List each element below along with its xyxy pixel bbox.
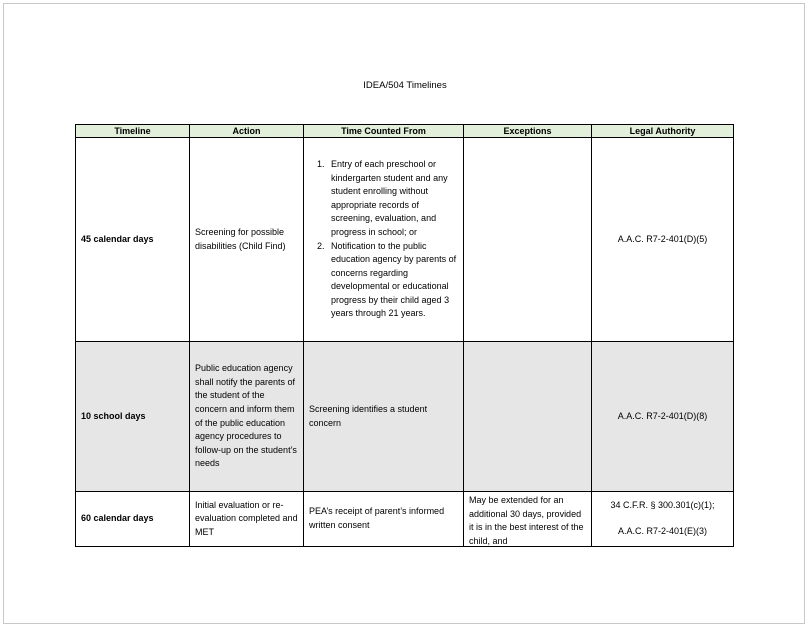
list-item: 2. Notification to the public education agency by parents of concerns regarding developmental or educational progress by their child aged 3 years through 21 years. [327,240,458,322]
list-item: 1. Entry of each preschool or kindergarten student and any student enrolling without appropriate records of screening, evaluation, and progress in school; or [327,158,458,240]
header-action: Action [190,125,304,138]
legal-authority-cell: A.A.C. R7-2-401(D)(8) [592,342,734,492]
document-title: IDEA/504 Timelines [363,80,447,91]
timeline-cell: 10 school days [76,342,190,492]
header-exceptions: Exceptions [464,125,592,138]
legal-authority-line: 34 C.F.R. § 300.301(c)(1); [610,500,715,511]
header-timeline: Timeline [76,125,190,138]
header-time-counted-from: Time Counted From [304,125,464,138]
legal-authority-line: A.A.C. R7-2-401(E)(3) [617,526,708,536]
time-counted-from-cell [304,138,464,342]
exceptions-cell [464,342,592,492]
legal-authority-cell [592,492,734,547]
time-counted-from-cell: Screening identifies a student concern [304,342,464,492]
exceptions-text-clip [469,492,586,546]
action-cell: Initial evaluation or re-evaluation completed and MET [190,492,304,547]
table-row [76,492,734,547]
exceptions-text: May be extended for an additional 30 days, provided it is in the best interest of the child, and [469,495,584,546]
time-counted-from-list [309,158,458,321]
table-header-row [76,125,734,138]
exceptions-cell [464,138,592,342]
timelines-table [75,124,734,547]
action-cell: Screening for possible disabilities (Child Find) [190,138,304,342]
header-legal-authority: Legal Authority [592,125,734,138]
time-counted-from-cell: PEA’s receipt of parent’s informed written consent [304,492,464,547]
table-row [76,138,734,342]
legal-authority-spacer [597,513,728,525]
action-cell: Public education agency shall notify the parents of the student of the concern and inform them of the public education agency procedures to follow-up on the student’s needs [190,342,304,492]
timeline-cell: 45 calendar days [76,138,190,342]
exceptions-cell [464,492,592,547]
legal-authority-cell: A.A.C. R7-2-401(D)(5) [592,138,734,342]
timeline-cell: 60 calendar days [76,492,190,547]
table-row [76,342,734,492]
